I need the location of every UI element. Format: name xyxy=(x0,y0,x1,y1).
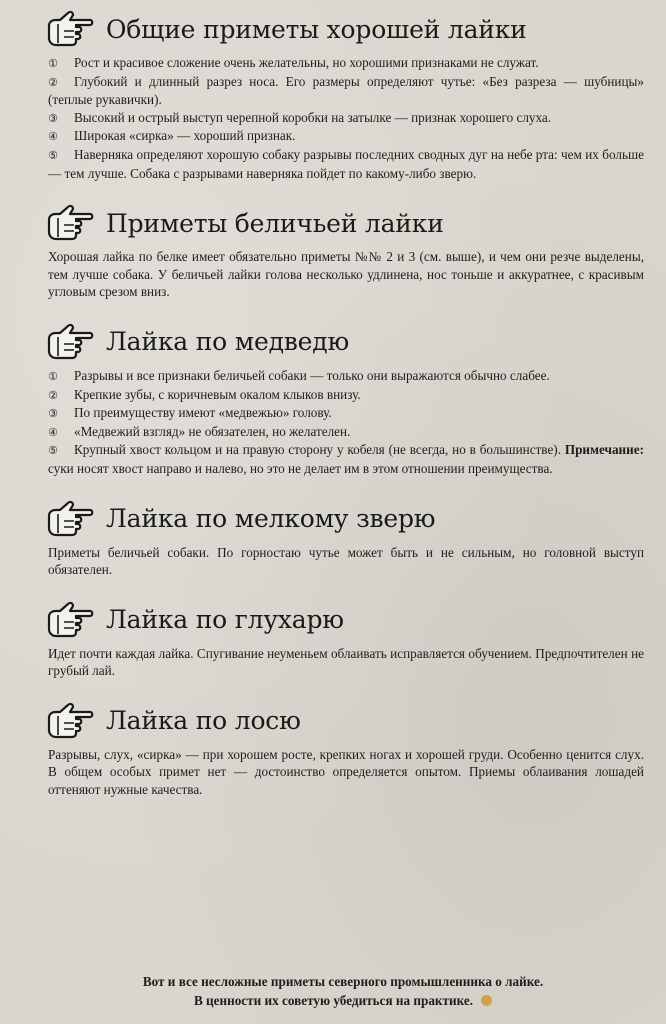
heading-text: Общие приметы хорошей лайки xyxy=(106,14,527,44)
pointing-hand-icon xyxy=(46,701,94,741)
heading-text: Лайка по мелкому зверю xyxy=(106,504,436,533)
list-item: ① Рост и красивое сложение очень желательны, но хорошими признаками не служат. xyxy=(48,55,539,70)
section-small-game xyxy=(48,494,644,579)
paragraph: Разрывы, слух, «сирка» — при хорошем росте, крепких ногах и хорошей груди. Особенно ценится слух. В общем особых примет нет — достоинство определяется опытом. Приемы облаивания лошадей оттеняют нужные качества. xyxy=(48,746,644,798)
pointing-hand-icon xyxy=(46,322,94,362)
pointing-hand-icon xyxy=(46,499,94,539)
list-item: ③ По преимуществу имеют «медвежью» голову. xyxy=(48,405,332,421)
closing-line-2: В ценности их советую убедиться на практике. xyxy=(60,991,626,1010)
pointing-hand-icon xyxy=(46,203,94,243)
pointing-hand-icon xyxy=(46,600,94,640)
section-heading xyxy=(46,494,644,544)
list-item: ① Разрывы и все признаки беличьей собаки — только они выражаются обычно слабее. xyxy=(48,367,550,383)
note-label: Примечание: xyxy=(564,442,644,458)
section-heading xyxy=(46,696,644,746)
section-capercaillie xyxy=(48,595,644,680)
heading-text: Лайка по лосю xyxy=(106,706,301,736)
section-squirrel xyxy=(48,198,644,301)
list-item: ② Глубокий и длинный разрез носа. Его размеры определяют чутье: «Без разреза — шубницы» (теплые рукавички). xyxy=(48,73,644,108)
heading-text: Лайка по медведю xyxy=(106,327,350,357)
list-item: ④ Широкая «сирка» — хороший признак. xyxy=(48,128,296,144)
paragraph: Идет почти каждая лайка. Спугивание неуменьем облаивать исправляется обучением. Предпочтителен не грубый лай. xyxy=(48,645,644,679)
section-heading xyxy=(46,198,644,248)
list-item: ③ Высокий и острый выступ черепной коробки на затылке — признак хорошего слуха. xyxy=(48,109,552,125)
section-moose xyxy=(48,696,644,799)
list-item: ⑤ Крупный хвост кольцом и на правую сторону у кобеля (не всегда, но в большинстве). Примечание: суки носят хвост направо и налево, но это не делает им в этом отношении преимущества. xyxy=(48,442,644,476)
paragraph: Хорошая лайка по белке имеет обязательно приметы №№ 2 и 3 (см. выше), и чем они резче выделены, тем лучше собака. У беличьей лайки голова несколько удлинена, нос тоньше и аккуратнее, с красивым угловым срезом вниз. xyxy=(48,249,644,300)
closing-note xyxy=(60,972,626,1010)
paragraph: Приметы беличьей собаки. По горностаю чутье может быть и не сильным, но головной выступ обязателен. xyxy=(48,544,644,578)
list-item: ④ «Медвежий взгляд» не обязателен, но желателен. xyxy=(48,423,351,439)
section-bear xyxy=(48,317,644,478)
section-heading xyxy=(46,595,644,645)
list-item: ② Крепкие зубы, с коричневым окалом клыков внизу. xyxy=(48,386,361,402)
note-text: суки носят хвост направо и налево, но это не делает им в этом отношении преимущества. xyxy=(48,460,553,476)
section-heading xyxy=(46,4,644,54)
section-heading xyxy=(46,317,644,367)
closing-line-1: Вот и все несложные приметы северного промышленника о лайке. xyxy=(142,974,544,989)
heading-text: Лайка по глухарю xyxy=(106,605,344,635)
pointing-hand-icon xyxy=(46,9,94,49)
end-dot-icon xyxy=(481,995,492,1006)
section-general xyxy=(48,4,644,182)
list-item: ⑤ Наверняка определяют хорошую собаку разрывы последних сводных дуг на небе рта: чем их больше — тем лучше. Собака с разрывами наверняка пойдет по какому-либо зверю. xyxy=(48,146,644,181)
heading-text: Приметы беличьей лайки xyxy=(106,208,444,238)
